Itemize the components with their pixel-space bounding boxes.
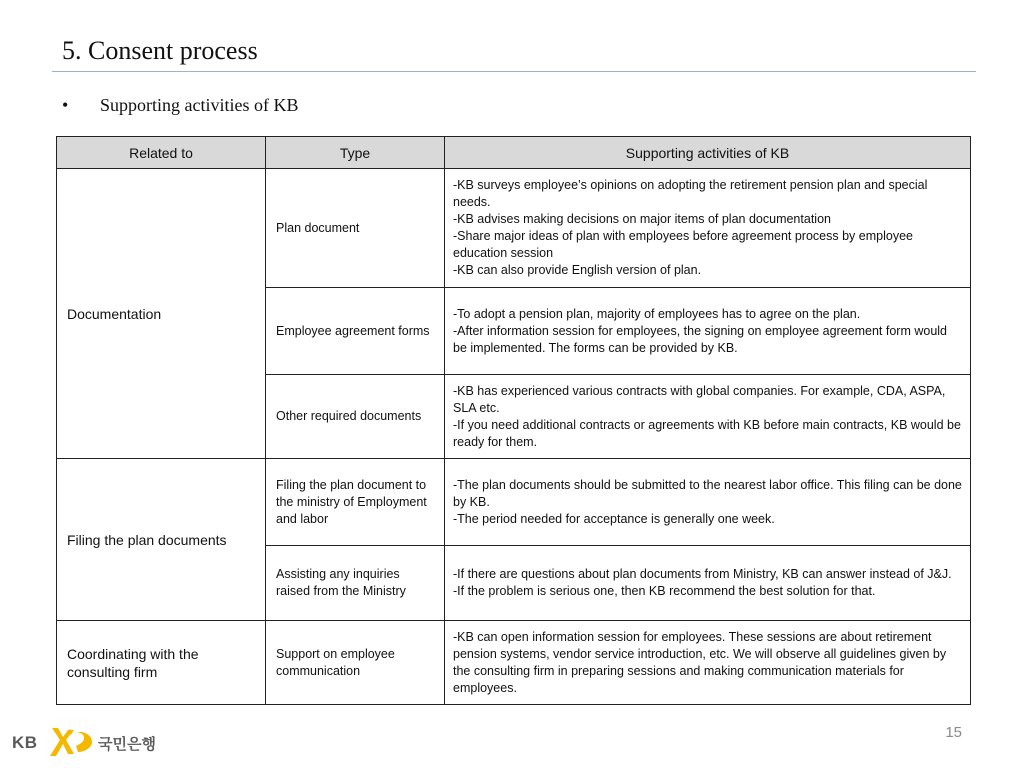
- activity-line: -KB advises making decisions on major items of plan documentation: [453, 212, 831, 226]
- activity-line: -The plan documents should be submitted to the nearest labor office. This filing can be done by KB.: [453, 477, 962, 509]
- activity-line: -To adopt a pension plan, majority of employees has to agree on the plan.: [453, 306, 861, 321]
- activity-line: -Share major ideas of plan with employees before agreement process by employee education session: [453, 229, 913, 260]
- activity-line: -If you need additional contracts or agreements with KB before main contracts, KB would be ready for them.: [453, 417, 961, 449]
- logo-kb-text: KB: [12, 733, 38, 752]
- type-cell: Support on employee communication: [266, 621, 445, 705]
- table-header-row: [57, 137, 971, 169]
- table-row: [57, 169, 971, 288]
- bullet-item: [62, 95, 298, 116]
- table-row: [57, 459, 971, 546]
- type-cell: Assisting any inquiries raised from the Ministry: [266, 546, 445, 621]
- supporting-activities-table: [56, 136, 971, 705]
- activity-cell: [445, 621, 971, 705]
- logo-korean-text: 국민은행: [98, 735, 156, 753]
- activity-line: -If there are questions about plan documents from Ministry, KB can answer instead of J&J.: [453, 567, 952, 581]
- page-number: 15: [945, 724, 962, 741]
- activity-cell: [445, 459, 971, 546]
- activity-line: -The period needed for acceptance is generally one week.: [453, 511, 775, 526]
- kb-bank-logo: [12, 724, 172, 760]
- activity-line: -KB surveys employee’s opinions on adopting the retirement pension plan and special needs.: [453, 178, 928, 209]
- activity-cell: [445, 169, 971, 288]
- kb-star-logo-icon: [44, 724, 96, 765]
- activity-line: -After information session for employees, the signing on employee agreement form would be implemented. The forms can be provided by KB.: [453, 323, 948, 355]
- header-related-to: Related to: [57, 137, 266, 169]
- activity-line: -If the problem is serious one, then KB recommend the best solution for that.: [453, 584, 876, 598]
- related-cell-filing: Filing the plan documents: [57, 459, 266, 621]
- activity-cell: [445, 288, 971, 375]
- type-cell: Other required documents: [266, 375, 445, 459]
- related-cell-documentation: Documentation: [57, 169, 266, 459]
- title-divider: [52, 71, 976, 72]
- table-row: [57, 621, 971, 705]
- activity-cell: [445, 375, 971, 459]
- header-type: Type: [266, 137, 445, 169]
- activity-line: -KB can open information session for employees. These sessions are about retirement pension systems, vendor service introduction, etc. We will observe all guidelines given by the consulting firm in preparing sessions and making communication materials for employees.: [453, 629, 947, 695]
- activity-line: -KB can also provide English version of plan.: [453, 263, 702, 277]
- slide-title: 5. Consent process: [62, 36, 258, 65]
- activity-cell: [445, 546, 971, 621]
- bullet-symbol: •: [62, 95, 69, 115]
- type-cell: Filing the plan document to the ministry of Employment and labor: [266, 459, 445, 546]
- activity-line: -KB has experienced various contracts with global companies. For example, CDA, ASPA, SLA etc.: [453, 383, 946, 415]
- type-cell: Plan document: [266, 169, 445, 288]
- bullet-text: Supporting activities of KB: [100, 95, 299, 115]
- type-cell: Employee agreement forms: [266, 288, 445, 375]
- related-cell-coordinating: Coordinating with the consulting firm: [57, 621, 266, 705]
- header-supporting-activities: Supporting activities of KB: [445, 137, 971, 169]
